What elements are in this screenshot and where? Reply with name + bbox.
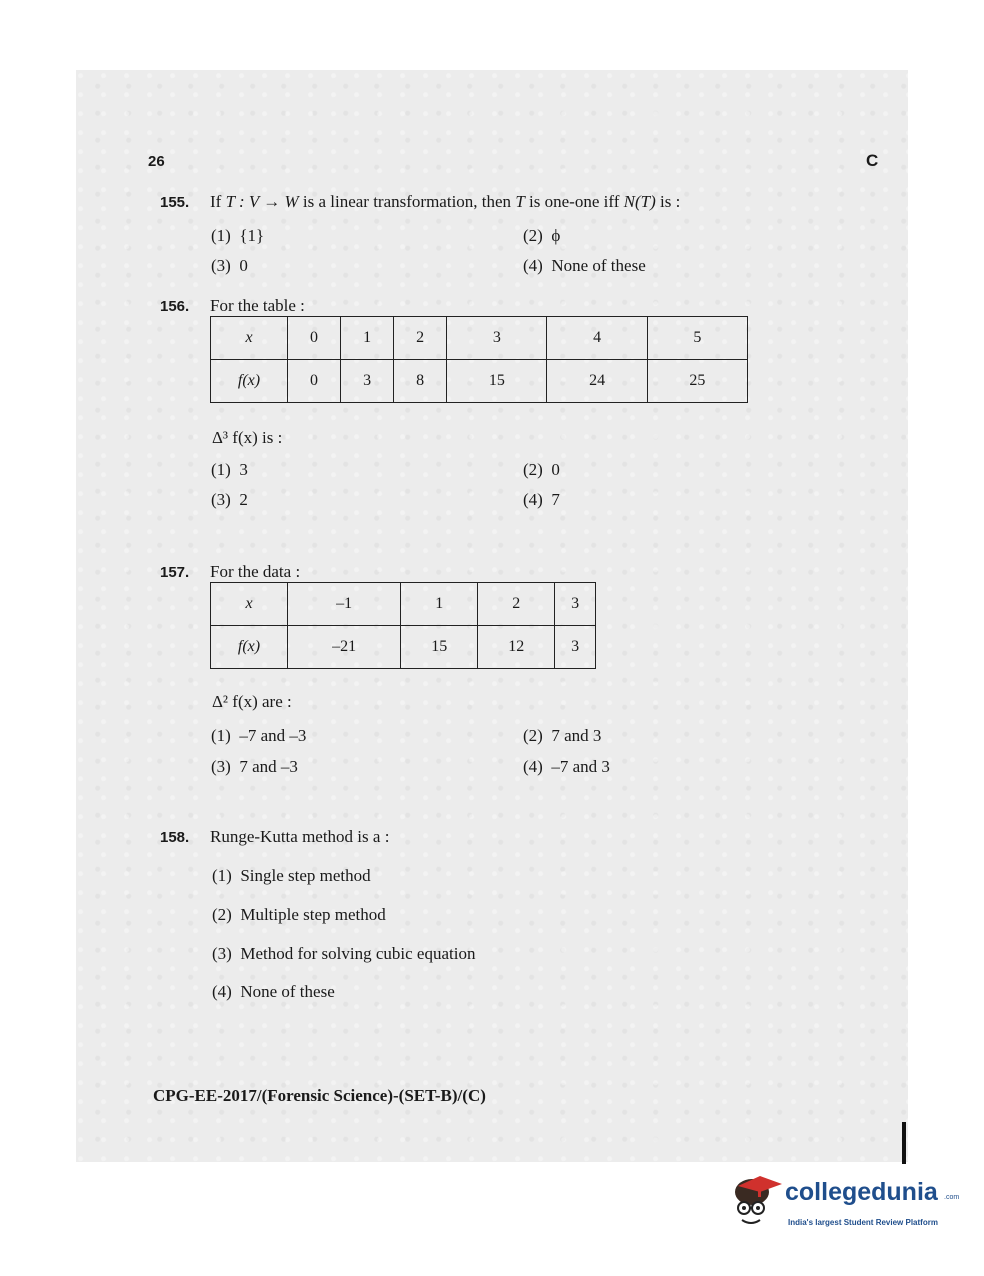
option: (2) ϕ	[523, 226, 561, 245]
table-cell: f(x)	[211, 626, 288, 669]
logo-suffix: .com	[944, 1194, 960, 1201]
exam-code-footer: CPG-EE-2017/(Forensic Science)-(SET-B)/(C)	[153, 1086, 486, 1105]
table-cell: 12	[478, 626, 555, 669]
table-cell: –1	[288, 583, 401, 626]
option: (2) 7 and 3	[523, 726, 602, 745]
logo-tagline: India's largest Student Review Platform	[788, 1218, 938, 1227]
table-row	[211, 583, 596, 626]
option: (2) Multiple step method	[212, 905, 386, 924]
table-cell: –21	[288, 626, 401, 669]
option: (3) 2	[211, 490, 248, 509]
table-row	[211, 317, 748, 360]
table-cell: 24	[547, 360, 647, 403]
set-code: C	[866, 151, 879, 170]
question-number: 158.	[160, 829, 190, 846]
option: (3) 0	[211, 256, 248, 275]
sub-question: Δ² f(x) are :	[212, 692, 292, 711]
option: (1) 3	[211, 460, 248, 479]
table-row	[211, 626, 596, 669]
graduate-mascot-icon	[730, 1170, 782, 1228]
table-cell: 0	[288, 317, 341, 360]
option: (3) Method for solving cubic equation	[212, 944, 476, 963]
table-cell: 5	[647, 317, 747, 360]
option: (4) None of these	[212, 982, 335, 1001]
math-expression: N(T)	[623, 192, 656, 211]
table-cell: 25	[647, 360, 747, 403]
table-cell: 15	[401, 626, 478, 669]
logo-wordmark: collegedunia	[785, 1178, 938, 1206]
option: (2) 0	[523, 460, 560, 479]
table-cell: x	[211, 317, 288, 360]
table-cell: 1	[341, 317, 394, 360]
option: (4) 7	[523, 490, 560, 509]
collegedunia-logo	[730, 1170, 960, 1230]
table-cell: 1	[401, 583, 478, 626]
question-stem: If T : V → W is a linear transformation, then T is one-one iff N(T) is :	[210, 192, 681, 211]
question-number: 155.	[160, 194, 190, 211]
option: (1) {1}	[211, 226, 265, 245]
question-number: 156.	[160, 298, 190, 315]
table-cell: x	[211, 583, 288, 626]
math-expression: T : V → W	[225, 192, 299, 211]
question-stem: For the data :	[210, 562, 301, 581]
question-number: 157.	[160, 564, 190, 581]
table-cell: 4	[547, 317, 647, 360]
table-row	[211, 360, 748, 403]
table-cell: 3	[555, 626, 596, 669]
table-cell: 3	[555, 583, 596, 626]
option: (3) 7 and –3	[211, 757, 298, 776]
table-cell: 3	[341, 360, 394, 403]
table-cell: 8	[394, 360, 447, 403]
question-stem: For the table :	[210, 296, 305, 315]
option: (1) –7 and –3	[211, 726, 307, 745]
table-cell: 2	[478, 583, 555, 626]
sub-question: Δ³ f(x) is :	[212, 428, 283, 447]
option: (1) Single step method	[212, 866, 371, 885]
table-cell: 0	[288, 360, 341, 403]
table-cell: 2	[394, 317, 447, 360]
table-cell: f(x)	[211, 360, 288, 403]
scan-mark	[902, 1122, 906, 1164]
data-table	[210, 582, 596, 669]
option: (4) –7 and 3	[523, 757, 610, 776]
question-stem: Runge-Kutta method is a :	[210, 827, 390, 846]
table-cell: 15	[447, 360, 547, 403]
option: (4) None of these	[523, 256, 646, 275]
page-number: 26	[148, 153, 165, 170]
table-cell: 3	[447, 317, 547, 360]
data-table	[210, 316, 748, 403]
